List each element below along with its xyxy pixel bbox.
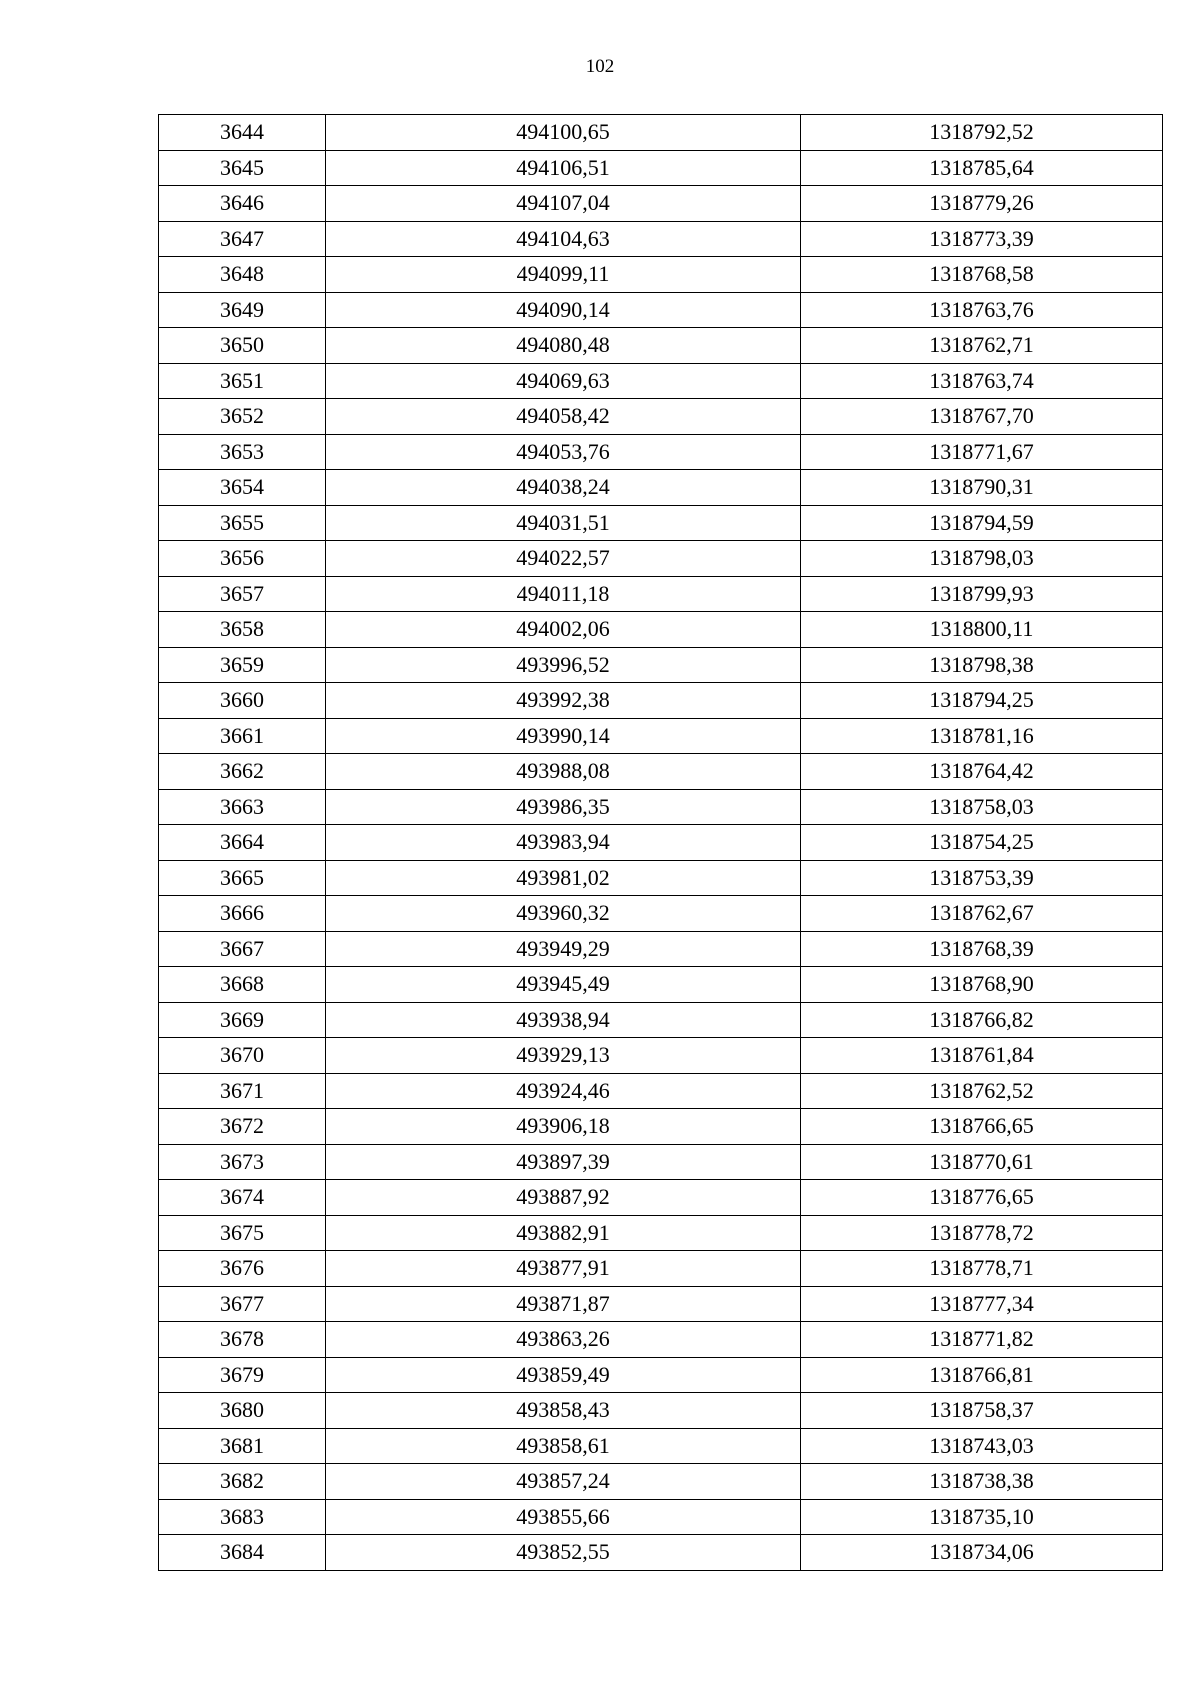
x-coordinate-cell: 493859,49 xyxy=(326,1357,801,1393)
table-row xyxy=(159,967,1163,1003)
y-coordinate-cell: 1318798,38 xyxy=(801,647,1163,683)
point-number-cell: 3680 xyxy=(159,1393,326,1429)
table-row xyxy=(159,754,1163,790)
point-number-cell: 3648 xyxy=(159,257,326,293)
table-row xyxy=(159,789,1163,825)
table-row xyxy=(159,612,1163,648)
x-coordinate-cell: 493981,02 xyxy=(326,860,801,896)
x-coordinate-cell: 493858,61 xyxy=(326,1428,801,1464)
table-row xyxy=(159,399,1163,435)
table-row xyxy=(159,1322,1163,1358)
x-coordinate-cell: 494080,48 xyxy=(326,328,801,364)
table-row xyxy=(159,1286,1163,1322)
x-coordinate-cell: 494002,06 xyxy=(326,612,801,648)
table-row xyxy=(159,328,1163,364)
point-number-cell: 3646 xyxy=(159,186,326,222)
table-row xyxy=(159,292,1163,328)
table-row xyxy=(159,1428,1163,1464)
y-coordinate-cell: 1318792,52 xyxy=(801,115,1163,151)
table-row xyxy=(159,1002,1163,1038)
point-number-cell: 3661 xyxy=(159,718,326,754)
table-row xyxy=(159,1038,1163,1074)
x-coordinate-cell: 493960,32 xyxy=(326,896,801,932)
x-coordinate-cell: 493988,08 xyxy=(326,754,801,790)
y-coordinate-cell: 1318781,16 xyxy=(801,718,1163,754)
point-number-cell: 3655 xyxy=(159,505,326,541)
point-number-cell: 3658 xyxy=(159,612,326,648)
x-coordinate-cell: 493871,87 xyxy=(326,1286,801,1322)
x-coordinate-cell: 494011,18 xyxy=(326,576,801,612)
point-number-cell: 3663 xyxy=(159,789,326,825)
y-coordinate-cell: 1318766,82 xyxy=(801,1002,1163,1038)
point-number-cell: 3668 xyxy=(159,967,326,1003)
table-row xyxy=(159,896,1163,932)
point-number-cell: 3679 xyxy=(159,1357,326,1393)
x-coordinate-cell: 493929,13 xyxy=(326,1038,801,1074)
x-coordinate-cell: 493990,14 xyxy=(326,718,801,754)
point-number-cell: 3673 xyxy=(159,1144,326,1180)
table-row xyxy=(159,434,1163,470)
table-row xyxy=(159,470,1163,506)
table-row xyxy=(159,150,1163,186)
table-row xyxy=(159,115,1163,151)
y-coordinate-cell: 1318758,37 xyxy=(801,1393,1163,1429)
page-number: 102 xyxy=(585,56,615,77)
table-row xyxy=(159,1393,1163,1429)
y-coordinate-cell: 1318771,82 xyxy=(801,1322,1163,1358)
y-coordinate-cell: 1318743,03 xyxy=(801,1428,1163,1464)
y-coordinate-cell: 1318771,67 xyxy=(801,434,1163,470)
x-coordinate-cell: 493882,91 xyxy=(326,1215,801,1251)
table-row xyxy=(159,1464,1163,1500)
point-number-cell: 3677 xyxy=(159,1286,326,1322)
y-coordinate-cell: 1318790,31 xyxy=(801,470,1163,506)
table-row xyxy=(159,683,1163,719)
y-coordinate-cell: 1318777,34 xyxy=(801,1286,1163,1322)
table-row xyxy=(159,1109,1163,1145)
point-number-cell: 3656 xyxy=(159,541,326,577)
y-coordinate-cell: 1318753,39 xyxy=(801,860,1163,896)
point-number-cell: 3664 xyxy=(159,825,326,861)
x-coordinate-cell: 493986,35 xyxy=(326,789,801,825)
x-coordinate-cell: 493983,94 xyxy=(326,825,801,861)
x-coordinate-cell: 493863,26 xyxy=(326,1322,801,1358)
x-coordinate-cell: 494038,24 xyxy=(326,470,801,506)
point-number-cell: 3654 xyxy=(159,470,326,506)
y-coordinate-cell: 1318778,72 xyxy=(801,1215,1163,1251)
y-coordinate-cell: 1318798,03 xyxy=(801,541,1163,577)
table-row xyxy=(159,1180,1163,1216)
x-coordinate-cell: 493949,29 xyxy=(326,931,801,967)
y-coordinate-cell: 1318754,25 xyxy=(801,825,1163,861)
y-coordinate-cell: 1318779,26 xyxy=(801,186,1163,222)
x-coordinate-cell: 494058,42 xyxy=(326,399,801,435)
y-coordinate-cell: 1318768,39 xyxy=(801,931,1163,967)
y-coordinate-cell: 1318738,38 xyxy=(801,1464,1163,1500)
y-coordinate-cell: 1318794,59 xyxy=(801,505,1163,541)
y-coordinate-cell: 1318762,52 xyxy=(801,1073,1163,1109)
x-coordinate-cell: 493897,39 xyxy=(326,1144,801,1180)
table-row xyxy=(159,363,1163,399)
x-coordinate-cell: 493945,49 xyxy=(326,967,801,1003)
x-coordinate-cell: 494022,57 xyxy=(326,541,801,577)
y-coordinate-cell: 1318761,84 xyxy=(801,1038,1163,1074)
table-row xyxy=(159,825,1163,861)
point-number-cell: 3667 xyxy=(159,931,326,967)
table-row xyxy=(159,541,1163,577)
x-coordinate-cell: 494106,51 xyxy=(326,150,801,186)
point-number-cell: 3672 xyxy=(159,1109,326,1145)
y-coordinate-cell: 1318734,06 xyxy=(801,1535,1163,1571)
point-number-cell: 3666 xyxy=(159,896,326,932)
x-coordinate-cell: 493938,94 xyxy=(326,1002,801,1038)
y-coordinate-cell: 1318785,64 xyxy=(801,150,1163,186)
y-coordinate-cell: 1318768,90 xyxy=(801,967,1163,1003)
y-coordinate-cell: 1318778,71 xyxy=(801,1251,1163,1287)
y-coordinate-cell: 1318762,71 xyxy=(801,328,1163,364)
y-coordinate-cell: 1318758,03 xyxy=(801,789,1163,825)
y-coordinate-cell: 1318770,61 xyxy=(801,1144,1163,1180)
x-coordinate-cell: 493877,91 xyxy=(326,1251,801,1287)
point-number-cell: 3681 xyxy=(159,1428,326,1464)
x-coordinate-cell: 493996,52 xyxy=(326,647,801,683)
x-coordinate-cell: 494031,51 xyxy=(326,505,801,541)
point-number-cell: 3662 xyxy=(159,754,326,790)
x-coordinate-cell: 494069,63 xyxy=(326,363,801,399)
x-coordinate-cell: 493852,55 xyxy=(326,1535,801,1571)
x-coordinate-cell: 494104,63 xyxy=(326,221,801,257)
coordinates-table xyxy=(158,114,1163,1571)
table-row xyxy=(159,1215,1163,1251)
table-row xyxy=(159,1535,1163,1571)
point-number-cell: 3671 xyxy=(159,1073,326,1109)
table-row xyxy=(159,718,1163,754)
y-coordinate-cell: 1318768,58 xyxy=(801,257,1163,293)
point-number-cell: 3674 xyxy=(159,1180,326,1216)
point-number-cell: 3660 xyxy=(159,683,326,719)
y-coordinate-cell: 1318764,42 xyxy=(801,754,1163,790)
point-number-cell: 3644 xyxy=(159,115,326,151)
point-number-cell: 3675 xyxy=(159,1215,326,1251)
table-row xyxy=(159,1499,1163,1535)
y-coordinate-cell: 1318773,39 xyxy=(801,221,1163,257)
coordinates-table-body xyxy=(159,115,1163,1571)
y-coordinate-cell: 1318735,10 xyxy=(801,1499,1163,1535)
x-coordinate-cell: 493887,92 xyxy=(326,1180,801,1216)
x-coordinate-cell: 494107,04 xyxy=(326,186,801,222)
table-row xyxy=(159,860,1163,896)
table-row xyxy=(159,576,1163,612)
point-number-cell: 3669 xyxy=(159,1002,326,1038)
y-coordinate-cell: 1318763,76 xyxy=(801,292,1163,328)
point-number-cell: 3678 xyxy=(159,1322,326,1358)
y-coordinate-cell: 1318776,65 xyxy=(801,1180,1163,1216)
x-coordinate-cell: 494053,76 xyxy=(326,434,801,470)
point-number-cell: 3665 xyxy=(159,860,326,896)
table-row xyxy=(159,1357,1163,1393)
point-number-cell: 3652 xyxy=(159,399,326,435)
point-number-cell: 3682 xyxy=(159,1464,326,1500)
y-coordinate-cell: 1318794,25 xyxy=(801,683,1163,719)
x-coordinate-cell: 493992,38 xyxy=(326,683,801,719)
point-number-cell: 3653 xyxy=(159,434,326,470)
y-coordinate-cell: 1318767,70 xyxy=(801,399,1163,435)
x-coordinate-cell: 494100,65 xyxy=(326,115,801,151)
x-coordinate-cell: 494099,11 xyxy=(326,257,801,293)
table-row xyxy=(159,931,1163,967)
y-coordinate-cell: 1318766,65 xyxy=(801,1109,1163,1145)
table-row xyxy=(159,221,1163,257)
x-coordinate-cell: 493924,46 xyxy=(326,1073,801,1109)
y-coordinate-cell: 1318763,74 xyxy=(801,363,1163,399)
x-coordinate-cell: 494090,14 xyxy=(326,292,801,328)
point-number-cell: 3683 xyxy=(159,1499,326,1535)
table-row xyxy=(159,1251,1163,1287)
point-number-cell: 3670 xyxy=(159,1038,326,1074)
x-coordinate-cell: 493857,24 xyxy=(326,1464,801,1500)
x-coordinate-cell: 493906,18 xyxy=(326,1109,801,1145)
table-row xyxy=(159,1144,1163,1180)
point-number-cell: 3651 xyxy=(159,363,326,399)
point-number-cell: 3649 xyxy=(159,292,326,328)
table-row xyxy=(159,505,1163,541)
point-number-cell: 3657 xyxy=(159,576,326,612)
table-row xyxy=(159,186,1163,222)
point-number-cell: 3647 xyxy=(159,221,326,257)
table-row xyxy=(159,257,1163,293)
x-coordinate-cell: 493855,66 xyxy=(326,1499,801,1535)
y-coordinate-cell: 1318800,11 xyxy=(801,612,1163,648)
point-number-cell: 3659 xyxy=(159,647,326,683)
point-number-cell: 3676 xyxy=(159,1251,326,1287)
table-row xyxy=(159,1073,1163,1109)
point-number-cell: 3684 xyxy=(159,1535,326,1571)
x-coordinate-cell: 493858,43 xyxy=(326,1393,801,1429)
table-row xyxy=(159,647,1163,683)
y-coordinate-cell: 1318762,67 xyxy=(801,896,1163,932)
point-number-cell: 3645 xyxy=(159,150,326,186)
y-coordinate-cell: 1318799,93 xyxy=(801,576,1163,612)
point-number-cell: 3650 xyxy=(159,328,326,364)
y-coordinate-cell: 1318766,81 xyxy=(801,1357,1163,1393)
